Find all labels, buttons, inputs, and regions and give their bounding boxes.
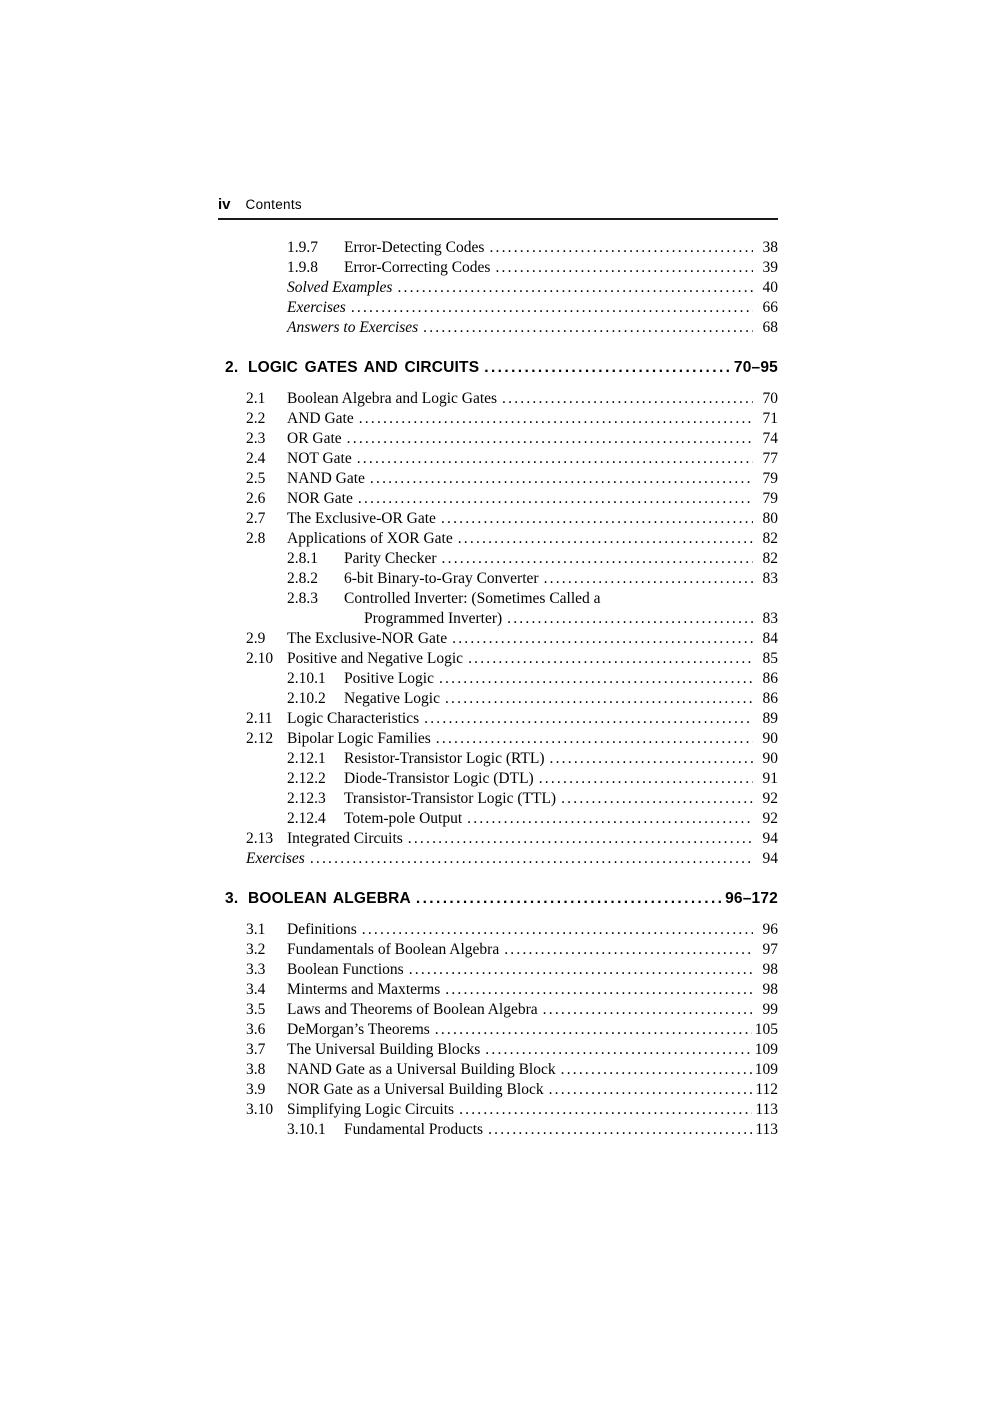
toc-entry-title: Solved Examples bbox=[287, 279, 393, 296]
toc-entry-row bbox=[218, 298, 778, 318]
toc-entry-number: 3.4 bbox=[246, 981, 266, 998]
toc-entry-title: The Exclusive-OR Gate bbox=[287, 510, 436, 527]
toc-entry-number: 2.1 bbox=[246, 390, 266, 407]
toc-entry-title: AND Gate bbox=[287, 410, 354, 427]
toc-entry-row bbox=[218, 649, 778, 669]
page-number: 80 bbox=[762, 510, 778, 527]
dot-leader bbox=[359, 409, 753, 429]
dot-leader bbox=[489, 238, 753, 258]
page-number: 79 bbox=[762, 490, 778, 507]
toc-entry-title: Laws and Theorems of Boolean Algebra bbox=[287, 1001, 538, 1018]
running-head-title: Contents bbox=[245, 197, 302, 212]
toc-entry-title: Fundamental Products bbox=[344, 1121, 484, 1138]
page-number: 98 bbox=[762, 961, 778, 978]
toc-entry-row bbox=[218, 940, 778, 960]
page-number: 84 bbox=[762, 630, 778, 647]
toc-entry-row bbox=[218, 960, 778, 980]
toc-entry-number: 2.13 bbox=[246, 830, 274, 847]
page-number: 99 bbox=[762, 1001, 778, 1018]
page-number: 113 bbox=[755, 1101, 778, 1118]
toc-entry-number: 3.7 bbox=[246, 1041, 266, 1058]
toc-entry-row bbox=[218, 589, 778, 609]
toc-entry-number: 2.12.4 bbox=[287, 810, 326, 827]
dot-leader bbox=[409, 960, 753, 980]
page-number: 74 bbox=[762, 430, 778, 447]
toc-entry-title: OR Gate bbox=[287, 430, 342, 447]
toc-entry-row bbox=[218, 669, 778, 689]
toc-entry-title: NOR Gate bbox=[287, 490, 353, 507]
toc-entry-number: 2.7 bbox=[246, 510, 266, 527]
toc-entry-title: Integrated Circuits bbox=[287, 830, 403, 847]
toc-entry-row bbox=[218, 609, 778, 629]
toc-entry-number: 2.3 bbox=[246, 430, 266, 447]
toc-entry-number: 2.12.1 bbox=[287, 750, 326, 767]
page-number: 40 bbox=[762, 279, 778, 296]
chapter-page-range: 70–95 bbox=[733, 359, 778, 376]
toc-entry-row bbox=[218, 729, 778, 749]
toc-entry-number: 3.10 bbox=[246, 1101, 274, 1118]
toc-entry-title: Logic Characteristics bbox=[287, 710, 420, 727]
toc-entry-row bbox=[218, 1000, 778, 1020]
dot-leader bbox=[310, 849, 753, 869]
page-number: 77 bbox=[762, 450, 778, 467]
dot-leader bbox=[445, 980, 753, 1000]
dot-leader bbox=[549, 1080, 753, 1100]
toc-entry-title: Boolean Algebra and Logic Gates bbox=[287, 390, 498, 407]
toc-entry-number: 2.11 bbox=[246, 710, 273, 727]
dot-leader bbox=[424, 709, 753, 729]
toc-entry-title: 6-bit Binary-to-Gray Converter bbox=[344, 570, 539, 587]
toc-entry-row bbox=[218, 629, 778, 649]
dot-leader bbox=[504, 940, 753, 960]
dot-leader bbox=[452, 629, 753, 649]
page-number: 70 bbox=[762, 390, 778, 407]
toc-entry-row bbox=[218, 769, 778, 789]
page-number: 109 bbox=[754, 1061, 778, 1078]
toc-entry-row bbox=[218, 469, 778, 489]
dot-leader bbox=[544, 569, 753, 589]
toc-entry-row bbox=[218, 849, 778, 869]
toc-entry-number: 2.8 bbox=[246, 530, 266, 547]
dot-leader bbox=[561, 789, 753, 809]
page-number: 83 bbox=[762, 610, 778, 627]
page-number: 98 bbox=[762, 981, 778, 998]
dot-leader bbox=[458, 529, 753, 549]
dot-leader bbox=[358, 489, 753, 509]
toc-entry-row bbox=[218, 749, 778, 769]
toc-entry-title: Minterms and Maxterms bbox=[287, 981, 441, 998]
toc-entry-title: Fundamentals of Boolean Algebra bbox=[287, 941, 500, 958]
page-number: 105 bbox=[754, 1021, 778, 1038]
page-content bbox=[218, 196, 778, 1140]
toc-entry-number: 3.3 bbox=[246, 961, 266, 978]
dot-leader bbox=[495, 258, 753, 278]
toc-entry-number: 2.12.3 bbox=[287, 790, 326, 807]
page-number: 68 bbox=[762, 319, 778, 336]
toc-entry-row bbox=[218, 278, 778, 298]
toc-entry-row bbox=[218, 238, 778, 258]
page-number: 109 bbox=[754, 1041, 778, 1058]
page-number: 94 bbox=[762, 850, 778, 867]
toc-entry-title: Exercises bbox=[287, 299, 346, 316]
toc-entry-row bbox=[218, 509, 778, 529]
toc-entry-row bbox=[218, 529, 778, 549]
toc-entry-number: 3.10.1 bbox=[287, 1121, 326, 1138]
toc-entry-title: Totem-pole Output bbox=[344, 810, 463, 827]
toc-entry-number: 3.2 bbox=[246, 941, 266, 958]
dot-leader bbox=[543, 1000, 753, 1020]
toc-entry-title: Error-Detecting Codes bbox=[344, 239, 485, 256]
toc-entry-row bbox=[218, 389, 778, 409]
toc-entry-row bbox=[218, 449, 778, 469]
toc-entry-title: Resistor-Transistor Logic (RTL) bbox=[344, 750, 545, 767]
toc-chapter-row bbox=[218, 358, 778, 378]
toc-entry-row bbox=[218, 569, 778, 589]
toc-entry-row bbox=[218, 1080, 778, 1100]
toc-entry-number: 2.5 bbox=[246, 470, 266, 487]
dot-leader bbox=[507, 609, 753, 629]
toc-entry-title: Transistor-Transistor Logic (TTL) bbox=[344, 790, 557, 807]
toc-entry-row bbox=[218, 489, 778, 509]
toc-entry-title: Boolean Functions bbox=[287, 961, 404, 978]
toc-entry-title: DeMorgan’s Theorems bbox=[287, 1021, 430, 1038]
toc-entry-title: Controlled Inverter: (Sometimes Called a bbox=[344, 590, 601, 607]
dot-leader bbox=[441, 509, 753, 529]
dot-leader bbox=[484, 358, 731, 378]
page-number: 39 bbox=[762, 259, 778, 276]
toc-entry-row bbox=[218, 829, 778, 849]
toc-entry-row bbox=[218, 809, 778, 829]
page-number: 96 bbox=[762, 921, 778, 938]
toc-entry-number: 3. bbox=[225, 890, 239, 907]
toc-entry-row bbox=[218, 789, 778, 809]
table-of-contents bbox=[218, 238, 778, 1140]
toc-entry-title: The Exclusive-NOR Gate bbox=[287, 630, 448, 647]
page-number: 113 bbox=[755, 1121, 778, 1138]
dot-leader bbox=[539, 769, 753, 789]
toc-entry-title: Programmed Inverter) bbox=[364, 610, 503, 627]
toc-chapter-row bbox=[218, 889, 778, 909]
page-number: 86 bbox=[762, 670, 778, 687]
toc-entry-row bbox=[218, 1020, 778, 1040]
dot-leader bbox=[467, 809, 753, 829]
toc-entry-number: 2.10.1 bbox=[287, 670, 326, 687]
page-number: 90 bbox=[762, 750, 778, 767]
toc-entry-number: 2.8.1 bbox=[287, 550, 318, 567]
toc-entry-row bbox=[218, 318, 778, 338]
toc-entry-number: 2.10 bbox=[246, 650, 274, 667]
toc-entry-title: Parity Checker bbox=[344, 550, 437, 567]
toc-entry-number: 1.9.8 bbox=[287, 259, 318, 276]
dot-leader bbox=[370, 469, 753, 489]
page-folio: iv bbox=[218, 196, 231, 213]
toc-entry-number: 2.8.3 bbox=[287, 590, 318, 607]
page-number: 92 bbox=[762, 810, 778, 827]
page-number: 112 bbox=[755, 1081, 778, 1098]
page-number: 82 bbox=[762, 530, 778, 547]
page-number: 97 bbox=[762, 941, 778, 958]
dot-leader bbox=[357, 449, 753, 469]
dot-leader bbox=[435, 1020, 752, 1040]
page-number: 90 bbox=[762, 730, 778, 747]
toc-entry-row bbox=[218, 709, 778, 729]
page-number: 79 bbox=[762, 470, 778, 487]
page-number: 92 bbox=[762, 790, 778, 807]
dot-leader bbox=[436, 729, 753, 749]
dot-leader bbox=[397, 278, 753, 298]
toc-entry-title: The Universal Building Blocks bbox=[287, 1041, 481, 1058]
toc-entry-row bbox=[218, 549, 778, 569]
dot-leader bbox=[502, 389, 753, 409]
toc-entry-row bbox=[218, 920, 778, 940]
toc-entry-title: Positive Logic bbox=[344, 670, 434, 687]
toc-entry-number: 3.8 bbox=[246, 1061, 266, 1078]
dot-leader bbox=[550, 749, 753, 769]
toc-entry-title: NAND Gate as a Universal Building Block bbox=[287, 1061, 556, 1078]
toc-entry-row bbox=[218, 1120, 778, 1140]
dot-leader bbox=[416, 889, 722, 909]
page-number: 82 bbox=[762, 550, 778, 567]
toc-entry-number: 2.9 bbox=[246, 630, 266, 647]
dot-leader bbox=[351, 298, 753, 318]
page-number: 71 bbox=[762, 410, 778, 427]
dot-leader bbox=[488, 1120, 752, 1140]
toc-entry-title: Definitions bbox=[287, 921, 357, 938]
page-number: 86 bbox=[762, 690, 778, 707]
toc-entry-title: Error-Correcting Codes bbox=[344, 259, 491, 276]
toc-entry-number: 3.9 bbox=[246, 1081, 266, 1098]
page-number: 83 bbox=[762, 570, 778, 587]
running-head bbox=[218, 196, 778, 220]
page-number: 94 bbox=[762, 830, 778, 847]
toc-entry-number: 3.6 bbox=[246, 1021, 266, 1038]
toc-entry-row bbox=[218, 258, 778, 278]
toc-entry-row bbox=[218, 1100, 778, 1120]
page-number: 91 bbox=[762, 770, 778, 787]
toc-entry-number: 2.2 bbox=[246, 410, 266, 427]
toc-entry-title: Exercises bbox=[246, 850, 305, 867]
page-number: 66 bbox=[762, 299, 778, 316]
toc-entry-row bbox=[218, 1060, 778, 1080]
toc-entry-number: 2.4 bbox=[246, 450, 266, 467]
toc-entry-title: Applications of XOR Gate bbox=[287, 530, 453, 547]
dot-leader bbox=[408, 829, 753, 849]
toc-entry-number: 1.9.7 bbox=[287, 239, 318, 256]
toc-entry-number: 2.8.2 bbox=[287, 570, 318, 587]
toc-entry-number: 3.1 bbox=[246, 921, 266, 938]
toc-entry-row bbox=[218, 689, 778, 709]
toc-entry-title: NOR Gate as a Universal Building Block bbox=[287, 1081, 544, 1098]
toc-entry-title: Bipolar Logic Families bbox=[287, 730, 431, 747]
chapter-page-range: 96–172 bbox=[725, 890, 778, 907]
toc-entry-number: 3.5 bbox=[246, 1001, 266, 1018]
toc-entry-title: Diode-Transistor Logic (DTL) bbox=[344, 770, 534, 787]
toc-entry-number: 2.10.2 bbox=[287, 690, 326, 707]
dot-leader bbox=[445, 689, 753, 709]
dot-leader bbox=[442, 549, 753, 569]
toc-entry-row bbox=[218, 429, 778, 449]
toc-entry-title: Answers to Exercises bbox=[287, 319, 419, 336]
toc-entry-number: 2.12 bbox=[246, 730, 274, 747]
page-number: 89 bbox=[762, 710, 778, 727]
toc-entry-row bbox=[218, 409, 778, 429]
toc-chapter-title: BOOLEAN ALGEBRA bbox=[248, 890, 411, 907]
dot-leader bbox=[468, 649, 753, 669]
toc-entry-number: 2.6 bbox=[246, 490, 266, 507]
toc-entry-row bbox=[218, 980, 778, 1000]
dot-leader bbox=[347, 429, 753, 449]
toc-entry-number: 2.12.2 bbox=[287, 770, 326, 787]
dot-leader bbox=[423, 318, 753, 338]
toc-entry-number: 2. bbox=[225, 359, 239, 376]
toc-entry-title: Simplifying Logic Circuits bbox=[287, 1101, 455, 1118]
toc-entry-row bbox=[218, 1040, 778, 1060]
page-number: 85 bbox=[762, 650, 778, 667]
toc-entry-title: Negative Logic bbox=[344, 690, 440, 707]
dot-leader bbox=[561, 1060, 752, 1080]
dot-leader bbox=[459, 1100, 752, 1120]
toc-entry-title: Positive and Negative Logic bbox=[287, 650, 464, 667]
dot-leader bbox=[362, 920, 753, 940]
dot-leader bbox=[439, 669, 753, 689]
page-number: 38 bbox=[762, 239, 778, 256]
toc-entry-title: NAND Gate bbox=[287, 470, 365, 487]
toc-entry-title: NOT Gate bbox=[287, 450, 352, 467]
toc-chapter-title: LOGIC GATES AND CIRCUITS bbox=[248, 359, 480, 376]
dot-leader bbox=[485, 1040, 751, 1060]
